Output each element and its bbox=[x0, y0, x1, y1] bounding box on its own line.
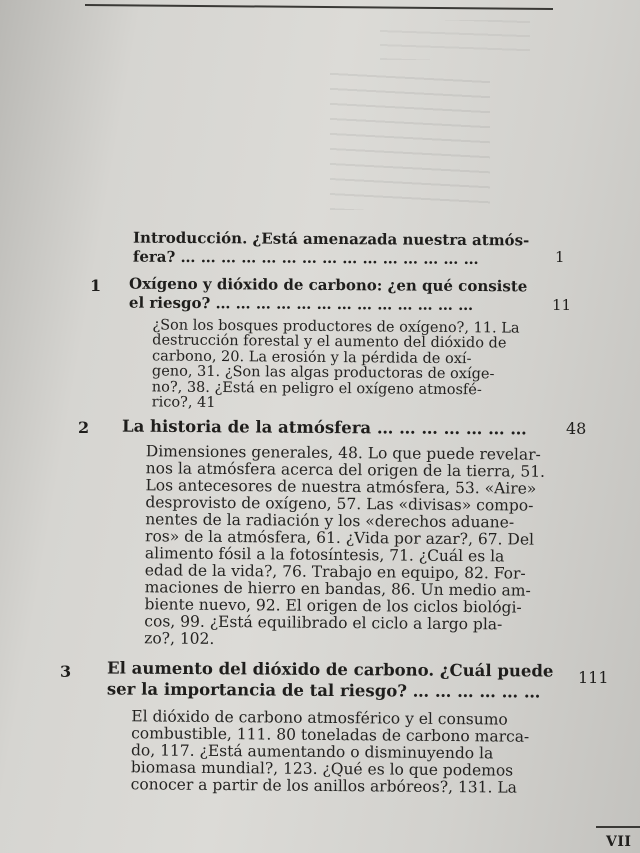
entry-title-line: el riesgo? … … … … … … … … … … … … … bbox=[128, 293, 474, 315]
description-line: carbono, 20. La erosión y la pérdida de oxí- bbox=[152, 348, 472, 367]
entry-page-number: 11 bbox=[552, 296, 572, 314]
description-line: Dimensiones generales, 48. Lo que puede revelar- bbox=[145, 442, 541, 464]
description-line: cos, 99. ¿Está equilibrado el ciclo a largo pla- bbox=[144, 612, 503, 634]
entry-title-line: Oxígeno y dióxido de carbono: ¿en qué consiste bbox=[129, 274, 528, 296]
bottom-rule bbox=[596, 826, 640, 828]
entry-title bbox=[107, 657, 554, 702]
description-line: nentes de la radiación y los «derechos aduane- bbox=[145, 510, 515, 532]
entry-page-number: 1 bbox=[555, 248, 565, 266]
description-line: no?, 38. ¿Está en peligro el oxígeno atmosfé- bbox=[151, 379, 482, 398]
description-line: edad de la vida?, 76. Trabajo en equipo, 82. For- bbox=[144, 561, 526, 583]
entry-description bbox=[152, 318, 520, 414]
entry-title-line: ser la importancia de tal riesgo? … … … … … … bbox=[106, 679, 541, 702]
entry-title bbox=[129, 275, 528, 316]
description-line: biente nuevo, 92. El origen de los ciclos biológi- bbox=[144, 595, 522, 617]
chapter-number: 1 bbox=[90, 276, 102, 295]
description-line: alimento fósil a la fotosíntesis, 71. ¿Cuál es la bbox=[144, 544, 505, 566]
description-line: geno, 31. ¿Son las algas productoras de oxíge- bbox=[151, 363, 495, 383]
description-line: rico?, 41 bbox=[151, 394, 216, 411]
entry-page-number: 111 bbox=[578, 668, 609, 687]
description-line: conocer a partir de los anillos arbóreos?, 131. La bbox=[130, 775, 517, 797]
description-line: do, 117. ¿Está aumentando o disminuyendo la bbox=[130, 741, 494, 763]
entry-title bbox=[133, 229, 529, 270]
entry-title-line: Introducción. ¿Está amenazada nuestra atmós- bbox=[133, 228, 530, 250]
description-line: El dióxido de carbono atmosférico y el consumo bbox=[131, 707, 508, 729]
chapter-number: 3 bbox=[60, 662, 72, 681]
description-line: ros» de la atmósfera, 61. ¿Vida por azar?, 67. Del bbox=[145, 527, 535, 549]
description-line: ¿Son los bosques productores de oxígeno?, 11. La bbox=[152, 317, 520, 337]
chapter-number: 2 bbox=[78, 418, 90, 437]
description-line: nos la atmósfera acerca del origen de la tierra, 51. bbox=[145, 459, 546, 481]
page-folio: VII bbox=[606, 834, 632, 850]
entry-title-line: fera? … … … … … … … … … … … … … … … bbox=[132, 247, 479, 269]
description-line: maciones de hierro en bandas, 86. Un medio am- bbox=[144, 578, 531, 600]
entry-title bbox=[122, 416, 527, 440]
description-line: desprovisto de oxígeno, 57. Las «divisas» compo- bbox=[145, 493, 534, 515]
entry-description bbox=[144, 443, 545, 650]
description-line: Los antecesores de nuestra atmósfera, 53. «Aire» bbox=[145, 476, 537, 498]
description-line: destrucción forestal y el aumento del dióxido de bbox=[152, 332, 507, 352]
entry-description bbox=[131, 708, 530, 796]
entry-title-line: La historia de la atmósfera … … … … … … … bbox=[121, 416, 527, 439]
entry-title-line: El aumento del dióxido de carbono. ¿Cuál puede bbox=[107, 658, 554, 681]
description-line: biomasa mundial?, 123. ¿Qué es lo que podemos bbox=[130, 758, 514, 780]
description-line: zo?, 102. bbox=[144, 629, 215, 648]
description-line: combustible, 111. 80 toneladas de carbono marca- bbox=[131, 724, 530, 746]
entry-page-number: 48 bbox=[566, 419, 587, 438]
